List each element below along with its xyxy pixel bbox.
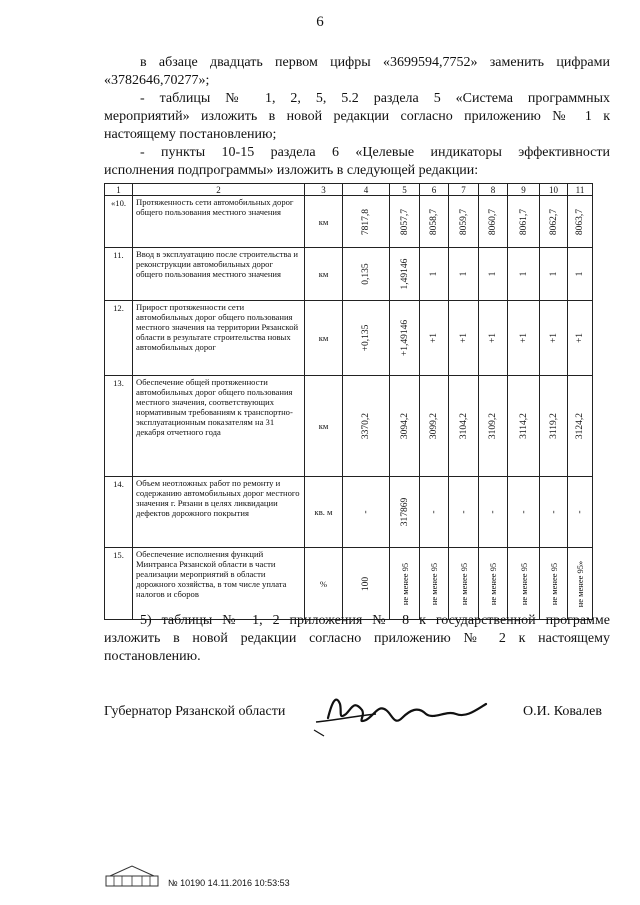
value-cell [479,376,508,477]
column-header: 10 [540,184,568,196]
value-text: 317869 [399,497,410,527]
value-text: 1 [458,271,469,277]
outro-line-2: изложить в новой редакции согласно приложению № 2 к настоящему [104,631,610,646]
value-text: 1 [429,271,439,277]
unit: км [305,248,343,301]
value-text: 3094,2 [399,412,410,440]
document-info-text: 10190 14.11.2016 10:53:53 [180,878,290,888]
value-text: 3114,2 [518,413,529,439]
value-text: - [361,510,371,514]
intro-line-2: «3782646,70277»; [104,73,210,88]
value-cell [508,376,540,477]
intro-line-4: мероприятий» изложить в новой редакции согласно приложению № 1 к [104,109,610,124]
value-text: +1 [429,332,439,344]
value-cell [568,301,593,376]
column-header: 7 [449,184,479,196]
value-text: +1 [518,332,529,344]
value-cell [508,301,540,376]
signatory-position: Губернатор Рязанской области [104,704,286,719]
value-cell [390,196,420,248]
value-cell [343,248,390,301]
value-text: 8060,7 [488,208,498,235]
value-cell [568,477,593,548]
value-text: не менее 95» [575,560,585,607]
intro-line-1: в абзаце двадцать первом цифры «3699594,7752» заменить цифрами [140,55,610,70]
value-text: - [548,510,559,514]
value-cell [508,196,540,248]
indicator-name: Ввод в эксплуатацию после строительства и реконструкции автомобильных дорог общего пользования местного значения [133,248,305,301]
unit: кв. м [305,477,343,548]
intro-line-5: настоящему постановлению; [104,127,277,142]
value-cell [343,301,390,376]
row-number: 13. [105,376,133,477]
value-cell [540,376,568,477]
value-text: 1 [575,271,585,277]
table-row [105,376,593,477]
value-cell [540,477,568,548]
value-text: +1 [548,332,559,344]
value-text: +1 [575,332,585,344]
value-cell [343,196,390,248]
signatory-name: О.И. Ковалев [523,704,602,719]
intro-line-3: - таблицы № 1, 2, 5, 5.2 раздела 5 «Система программных [140,91,610,106]
column-header: 3 [305,184,343,196]
table-row [105,477,593,548]
value-text: 0,135 [361,263,371,285]
value-cell [568,376,593,477]
unit: км [305,196,343,248]
indicator-name: Обеспечение исполнения функций Минтранса Рязанской области в части реализации мероприятий в области дорожного хозяйства, в том числе уплата налогов и сборов [133,548,305,620]
document-info: № 10190 14.11.2016 10:53:53 [168,878,290,888]
value-cell [420,376,449,477]
value-text: не менее 95 [518,562,529,605]
column-header: 9 [508,184,540,196]
value-cell [479,301,508,376]
unit: % [305,548,343,620]
value-text: 1 [518,271,529,277]
unit: км [305,376,343,477]
value-cell [479,548,508,620]
value-cell [420,196,449,248]
value-text: 1 [488,271,498,277]
value-cell [390,248,420,301]
value-cell [449,248,479,301]
table-row [105,248,593,301]
value-cell [540,196,568,248]
indicator-name: Объем неотложных работ по ремонту и содержанию автомобильных дорог местного значения г. Рязани в целях ликвидации дефектов дорожного покрытия [133,477,305,548]
value-cell [390,548,420,620]
value-text: - [575,510,585,514]
emblem-icon [104,862,160,888]
value-text: не менее 95 [488,562,498,605]
value-cell [479,248,508,301]
column-header: 4 [343,184,390,196]
value-cell [568,548,593,620]
value-text: - [458,510,469,514]
row-number: 15. [105,548,133,620]
value-text: 1 [548,271,559,277]
value-text: +0,135 [361,324,371,352]
column-header: 2 [133,184,305,196]
value-text: 8059,7 [458,208,469,235]
value-cell [540,248,568,301]
table-row [105,548,593,620]
value-cell [508,548,540,620]
value-text: +1,49146 [399,319,410,357]
value-cell [343,548,390,620]
table-row [105,196,593,248]
value-text: 3109,2 [488,412,498,440]
value-cell [449,376,479,477]
value-cell [540,548,568,620]
value-cell [390,376,420,477]
value-text: +1 [458,332,469,344]
value-cell [420,248,449,301]
row-number: 11. [105,248,133,301]
value-cell [343,477,390,548]
table-row [105,301,593,376]
value-text: не менее 95 [399,562,410,605]
value-cell [540,301,568,376]
indicator-name: Прирост протяженности сети автомобильных дорог общего пользования местного значения на территории Рязанской области в результате строительства новых автомобильных дорог [133,301,305,376]
value-text: - [488,510,498,514]
outro-line-1: 5) таблицы № 1, 2 приложения № 8 к государственной программе [140,613,610,628]
value-text: - [518,510,529,514]
row-number: 14. [105,477,133,548]
column-header: 1 [105,184,133,196]
value-cell [449,301,479,376]
row-number: «10. [105,196,133,248]
intro-line-6: - пункты 10-15 раздела 6 «Целевые индикаторы эффективности [140,145,610,160]
column-header: 8 [479,184,508,196]
value-text: 3370,2 [361,412,371,440]
outro-line-3: постановлению. [104,649,201,664]
value-text: 3099,2 [429,412,439,440]
value-cell [420,477,449,548]
value-cell [449,196,479,248]
indicator-name: Обеспечение общей протяженности автомобильных дорог общего пользования местного значения, соответствующих нормативным требованиям к транспортно-эксплуатационным показателям на 31 декабря отчетного года [133,376,305,477]
value-text: 1,49146 [399,258,410,290]
handwritten-signature [306,680,496,740]
value-text: 3124,2 [575,412,585,440]
value-cell [420,548,449,620]
value-cell [390,301,420,376]
value-text: не менее 95 [429,562,439,605]
value-text: +1 [488,332,498,344]
value-cell [343,376,390,477]
value-text: 8058,7 [429,208,439,235]
intro-line-7: исполнения подпрограммы» изложить в следующей редакции: [104,163,479,178]
value-cell [390,477,420,548]
value-cell [508,248,540,301]
value-text: 8057,7 [399,208,410,235]
value-cell [568,196,593,248]
indicators-table [104,183,593,620]
column-header: 11 [568,184,593,196]
value-text: не менее 95 [548,562,559,605]
row-number: 12. [105,301,133,376]
value-text: - [429,510,439,514]
value-cell [479,196,508,248]
value-cell [420,301,449,376]
value-text: 3119,2 [548,413,559,439]
page-number: 6 [316,14,324,30]
value-cell [449,477,479,548]
indicator-name: Протяженность сети автомобильных дорог общего пользования местного значения [133,196,305,248]
value-text: 3104,2 [458,412,469,440]
value-cell [449,548,479,620]
value-text: 8061,7 [518,208,529,235]
column-header: 5 [390,184,420,196]
table-header-row [105,184,593,196]
value-cell [508,477,540,548]
value-text: не менее 95 [458,562,469,605]
value-cell [568,248,593,301]
value-text: 100 [361,576,371,591]
value-cell [479,477,508,548]
value-text: 8063,7 [575,208,585,235]
column-header: 6 [420,184,449,196]
value-text: 8062,7 [548,208,559,235]
unit: км [305,301,343,376]
value-text: 7817,8 [361,208,371,235]
